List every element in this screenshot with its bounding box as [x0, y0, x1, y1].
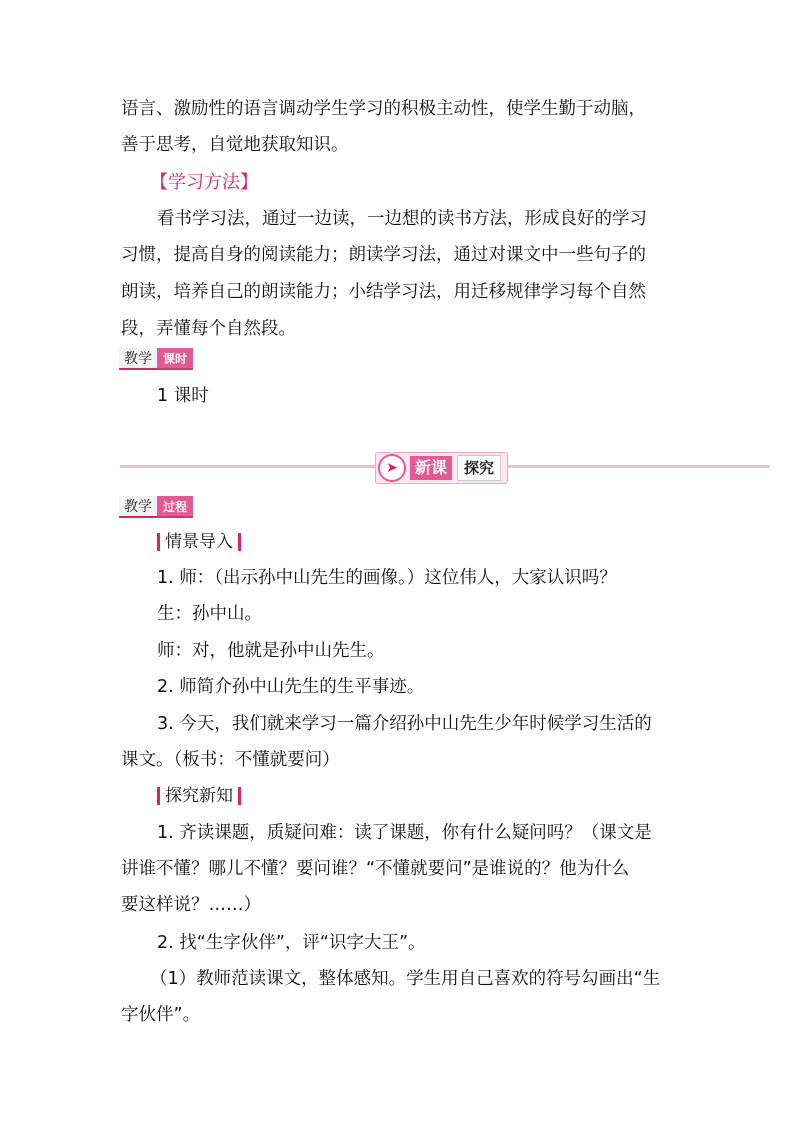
paragraph-line: 3. 今天，我们就来学习一篇介绍孙中山先生少年时候学习生活的 [157, 714, 652, 734]
paragraph-line: 讲谁不懂？哪儿不懂？要问谁？“不懂就要问”是谁说的？他为什么 [121, 859, 630, 879]
paragraph-line: 朗读，培养自己的朗读能力；小结学习法，用迁移规律学习每个自然 [121, 282, 646, 302]
paragraph-line: 1. 齐读课题，质疑问难：读了课题，你有什么疑问吗？（课文是 [157, 823, 652, 843]
teaching-process-badge [119, 496, 193, 518]
paragraph-line: 习惯，提高自身的阅读能力；朗读学习法，通过对课文中一些句子的 [121, 245, 646, 265]
hours-value: 1 课时 [157, 386, 209, 406]
paragraph-line: 课文。（板书：不懂就要问） [121, 750, 340, 770]
paragraph-line: 段，弄懂每个自然段。 [121, 319, 296, 339]
badge-tag: 过程 [157, 496, 193, 518]
banner-new-text: 新课 [410, 456, 452, 480]
paragraph-line: 语言、激励性的语言调动学生学习的积极主动性，使学生勤于动脑， [121, 99, 646, 119]
section-explore-heading [157, 784, 241, 808]
paragraph-line: 看书学习法，通过一边读，一边想的读书方法，形成良好的学习 [157, 209, 647, 229]
paragraph-line: 善于思考，自觉地获取知识。 [121, 135, 349, 155]
badge-tag: 课时 [157, 348, 193, 370]
banner-explore-text: 探究 [457, 455, 501, 481]
paragraph-line: 字伙伴”。 [121, 1005, 201, 1025]
paragraph-line: 师：对，他就是孙中山先生。 [157, 641, 385, 661]
paragraph-line: 生：孙中山。 [157, 604, 262, 624]
section-title: 情景导入 [165, 532, 233, 552]
paragraph-line: 2. 师简介孙中山先生的生平事迹。 [157, 677, 425, 697]
badge-label: 教学 [119, 348, 157, 370]
paragraph-line: 2. 找“生字伙伴”，评“识字大王”。 [157, 933, 426, 953]
compass-icon: ➤ [378, 454, 406, 482]
teaching-hours-badge [119, 348, 193, 370]
section-title: 探究新知 [165, 786, 233, 806]
paragraph-line: （1）教师范读课文，整体感知。学生用自己喜欢的符号勾画出“生 [150, 969, 661, 989]
paragraph-line: 1. 师：（出示孙中山先生的画像。）这位伟人，大家认识吗？ [157, 568, 617, 588]
paragraph-line: 要这样说？……） [121, 895, 261, 915]
new-lesson-banner [375, 452, 508, 484]
section-intro-heading [157, 530, 241, 554]
badge-label: 教学 [119, 496, 157, 518]
method-heading: 【学习方法】 [150, 172, 258, 193]
